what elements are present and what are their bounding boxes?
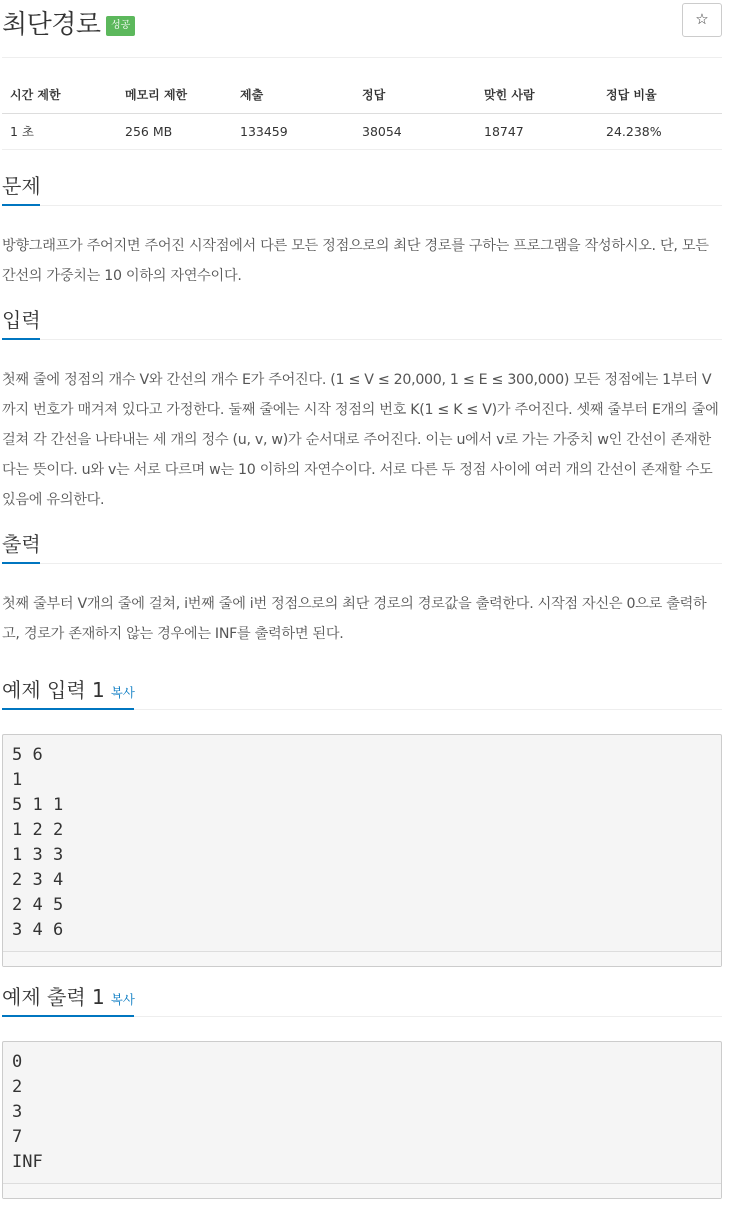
output-description: 첫째 줄부터 V개의 줄에 걸쳐, i번째 줄에 i번 정점으로의 최단 경로의 경로값을 출력한다. 시작점 자신은 0으로 출력하고, 경로가 존재하지 않는 경우에는 INF를 출력하면 된다. xyxy=(2,596,707,642)
output-heading: 출력 xyxy=(2,532,41,556)
sample-output-section-header xyxy=(2,979,722,1017)
sample-output-box[interactable] xyxy=(2,1041,722,1199)
accuracy-header: 정답 비율 xyxy=(598,77,722,113)
sample-output-heading: 예제 출력 1 xyxy=(2,985,105,1009)
sample-input-scrollbar[interactable] xyxy=(3,951,721,966)
solvers-header: 맞힌 사람 xyxy=(476,77,598,113)
problem-info-table xyxy=(2,77,722,150)
problem-title-bar xyxy=(2,0,722,58)
output-section-header xyxy=(2,526,722,564)
favorite-star-button[interactable] xyxy=(682,3,722,37)
problem-description: 방향그래프가 주어지면 주어진 시작점에서 다른 모든 정점으로의 최단 경로를 구하는 프로그램을 작성하시오. 단, 모든 간선의 가중치는 10 이하의 자연수이다. xyxy=(2,238,709,284)
page-title: 최단경로 xyxy=(2,10,101,40)
info-table-header-row xyxy=(2,77,722,113)
sample-input-heading-group xyxy=(2,674,135,703)
sample-output-heading-group xyxy=(2,981,135,1010)
sample-input-heading-underline xyxy=(2,708,134,710)
problem-heading: 문제 xyxy=(2,174,41,198)
accuracy-value: 24.238% xyxy=(598,113,722,149)
output-heading-underline xyxy=(2,562,40,564)
star-icon: ☆ xyxy=(695,10,709,28)
copy-sample-output-link[interactable]: 복사 xyxy=(110,991,135,1007)
problem-section-header xyxy=(2,168,722,206)
accepted-value: 38054 xyxy=(354,113,476,149)
info-table-row xyxy=(2,113,722,149)
submissions-value: 133459 xyxy=(232,113,354,149)
time-limit-header: 시간 제한 xyxy=(2,77,117,113)
status-badge: 성공 xyxy=(106,16,135,36)
sample-input-section-header xyxy=(2,672,722,710)
memory-limit-value: 256 MB xyxy=(117,113,232,149)
sample-input-heading: 예제 입력 1 xyxy=(2,678,105,702)
time-limit-value: 1 초 xyxy=(2,113,117,149)
sample-output-content: 0 2 3 7 INF xyxy=(12,1052,43,1172)
input-description: 첫째 줄에 정점의 개수 V와 간선의 개수 E가 주어진다. (1 ≤ V ≤ 20,000, 1 ≤ E ≤ 300,000) 모든 정점에는 1부터 V까지 번호가 매겨져 있다고 가정한다. 둘째 줄에는 시작 정점의 번호 K(1 ≤ K ≤ V)가 주어진다. 셋째 줄부터 E개의 줄에 걸쳐 각 간선을 나타내는 세 개의 정수 (u, v, w)가 순서대로 주어진다. 이는 u에서 v로 가는 가중치 w인 간선이 존재한다는 뜻이다. u와 v는 서로 다르며 w는 10 이하의 자연수이다. 서로 다른 두 정점 사이에 여러 개의 간선이 존재할 수도 있음에 유의한다. xyxy=(2,372,719,508)
sample-input-box[interactable] xyxy=(2,734,722,967)
input-heading-underline xyxy=(2,338,40,340)
problem-heading-underline xyxy=(2,204,40,206)
memory-limit-header: 메모리 제한 xyxy=(117,77,232,113)
copy-sample-input-link[interactable]: 복사 xyxy=(110,684,135,700)
input-heading: 입력 xyxy=(2,308,41,332)
accepted-header: 정답 xyxy=(354,77,476,113)
input-section-header xyxy=(2,302,722,340)
sample-output-scrollbar[interactable] xyxy=(3,1183,721,1198)
sample-output-heading-underline xyxy=(2,1015,134,1017)
sample-input-content: 5 6 1 5 1 1 1 2 2 1 3 3 2 3 4 2 4 5 3 4 6 xyxy=(12,745,64,940)
submissions-header: 제출 xyxy=(232,77,354,113)
solvers-value: 18747 xyxy=(476,113,598,149)
